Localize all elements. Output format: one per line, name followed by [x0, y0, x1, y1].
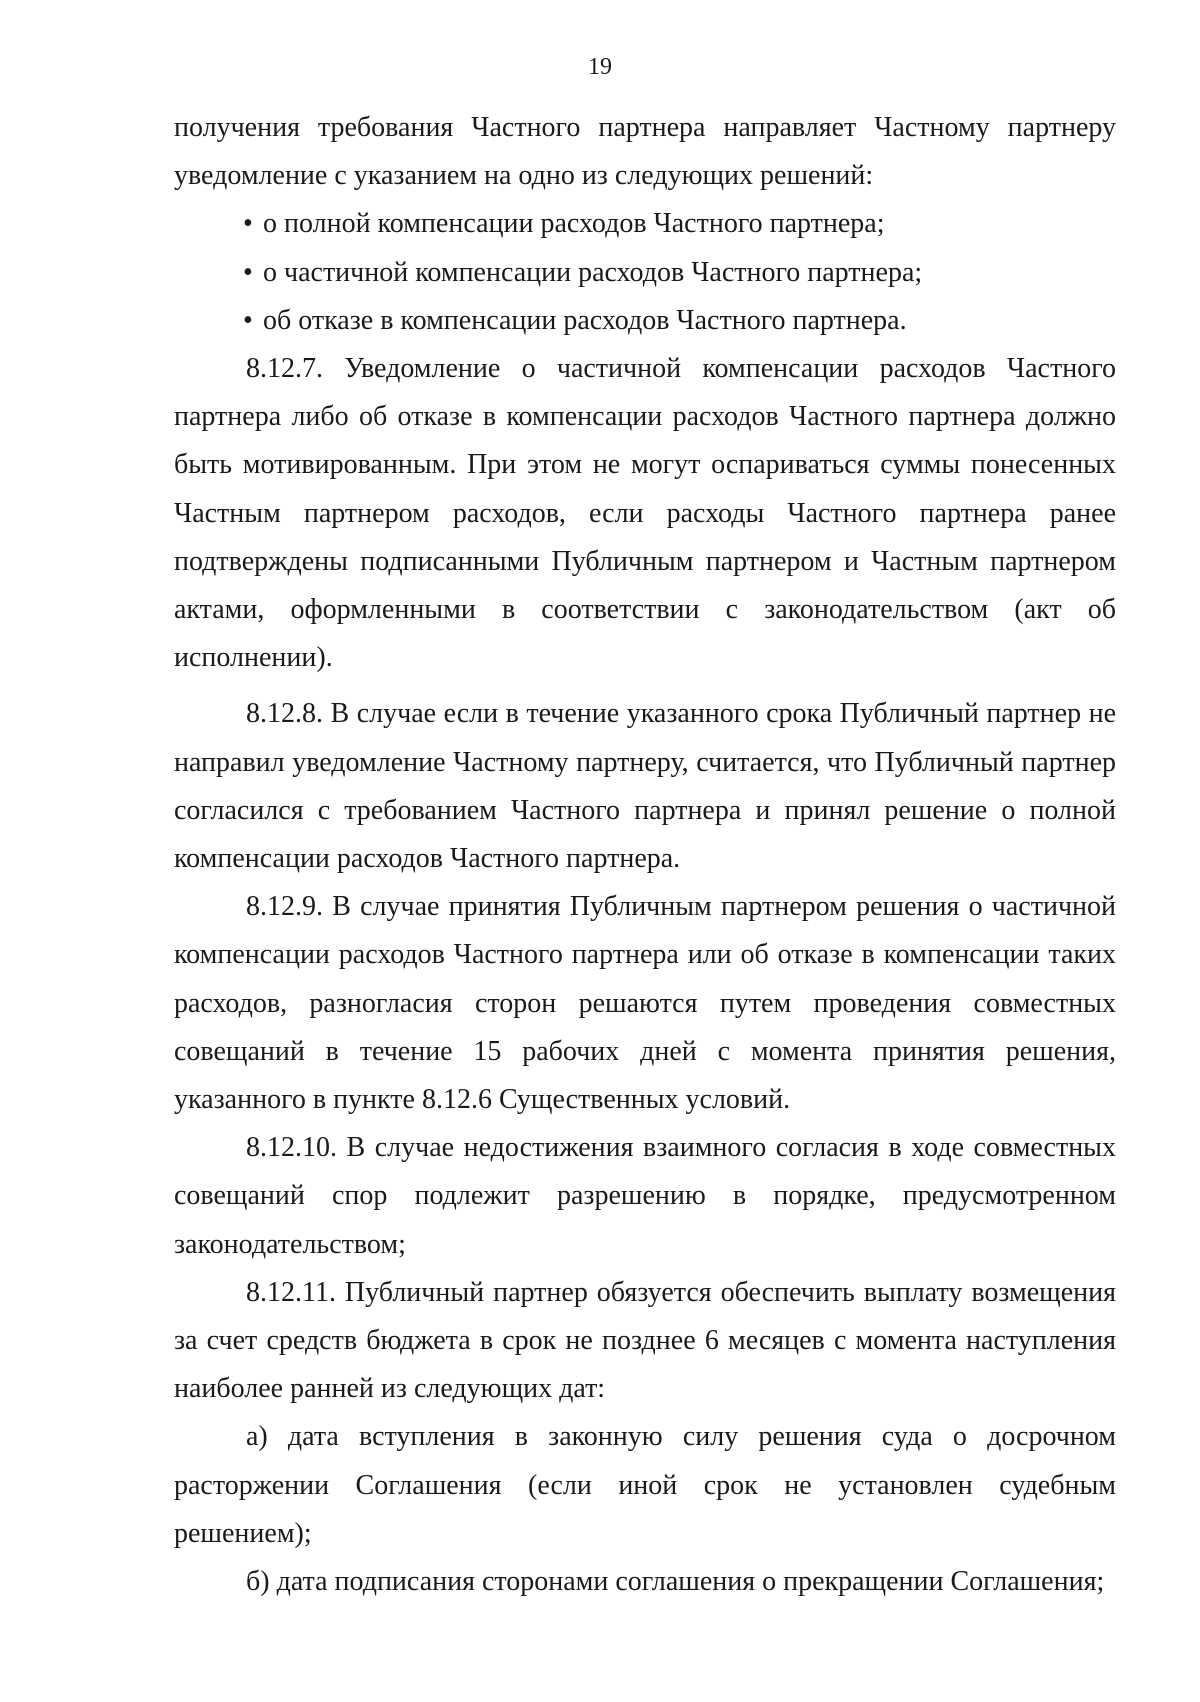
list-item	[243, 200, 1116, 248]
list-item	[243, 249, 1116, 297]
bullet-icon: •	[243, 256, 253, 288]
paragraph-8-12-7: 8.12.7. Уведомление о частичной компенсации расходов Частного партнера либо об отказе в компенсации расходов Частного партнера должно быть мотивированным. При этом не могут оспариваться суммы понесенных Частным партнером расходов, если расходы Частного партнера ранее подтверждены подписанными Публичным партнером и Частным партнером актами, оформленными в соответствии с законодательством (акт об исполнении).	[174, 353, 1116, 674]
list-item	[243, 297, 1116, 345]
document-body	[174, 104, 1116, 1606]
paragraph-8-12-10: 8.12.10. В случае недостижения взаимного согласия в ходе совместных совещаний спор подлежит разрешению в порядке, предусмотренном законодательством;	[174, 1132, 1116, 1260]
paragraph-intro: получения требования Частного партнера направляет Частному партнеру уведомление с указанием на одно из следующих решений:	[174, 112, 1116, 192]
paragraph-8-12-8: 8.12.8. В случае если в течение указанного срока Публичный партнер не направил уведомление Частному партнеру, считается, что Публичный партнер согласился с требованием Частного партнера и принял решение о полной компенсации расходов Частного партнера.	[174, 698, 1116, 875]
decision-list	[174, 200, 1116, 345]
paragraph-item-a: а) дата вступления в законную силу решения суда о досрочном расторжении Соглашения (если иной срок не установлен судебным решением);	[174, 1421, 1116, 1549]
page-number: 19	[588, 54, 612, 80]
list-item-text: о полной компенсации расходов Частного партнера;	[263, 208, 885, 240]
paragraph-8-12-11: 8.12.11. Публичный партнер обязуется обеспечить выплату возмещения за счет средств бюджета в срок не позднее 6 месяцев с момента наступления наиболее ранней из следующих дат:	[174, 1276, 1116, 1405]
list-item-text: об отказе в компенсации расходов Частного партнера.	[263, 304, 907, 336]
paragraph-item-b: б) дата подписания сторонами соглашения о прекращении Соглашения;	[246, 1566, 1105, 1598]
list-item-text: о частичной компенсации расходов Частного партнера;	[263, 256, 923, 288]
bullet-icon: •	[243, 304, 253, 336]
paragraph-8-12-9: 8.12.9. В случае принятия Публичным партнером решения о частичной компенсации расходов Частного партнера или об отказе в компенсации таких расходов, разногласия сторон решаются путем проведения совместных совещаний в течение 15 рабочих дней с момента принятия решения, указанного в пункте 8.12.6 Существенных условий.	[174, 891, 1116, 1116]
bullet-icon: •	[243, 208, 253, 240]
